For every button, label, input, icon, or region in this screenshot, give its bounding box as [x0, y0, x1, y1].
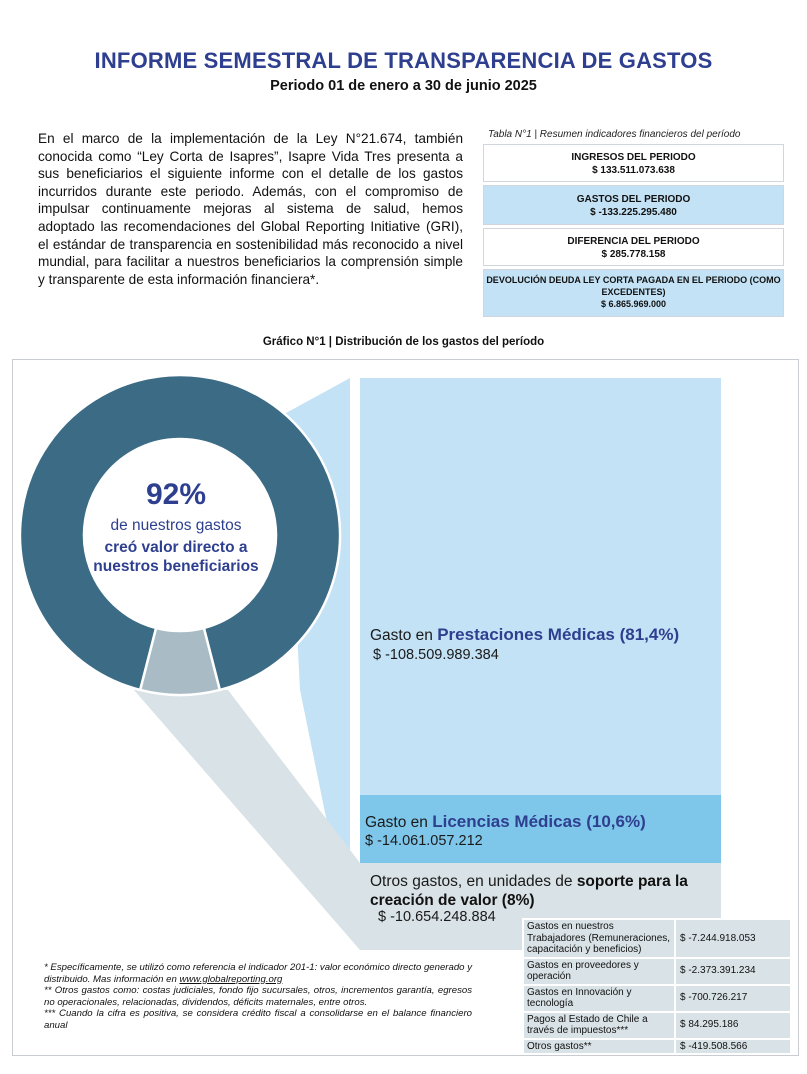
value-otros: $ -10.654.248.884	[378, 909, 496, 925]
summary-value: $ 285.778.158	[601, 249, 666, 260]
page-subtitle: Periodo 01 de enero a 30 de junio 2025	[270, 78, 537, 94]
table-row	[523, 1039, 791, 1055]
center-line1: de nuestros gastos	[110, 517, 242, 534]
summary-label: INGRESOS DEL PERIODO	[571, 152, 696, 163]
detail-label: Gastos en Innovación y tecnología	[523, 985, 675, 1012]
detail-value: $ -7.244.918.053	[675, 919, 791, 958]
detail-value: $ -419.508.566	[675, 1039, 791, 1055]
label-licencias: Gasto en Licencias Médicas (10,6%)	[365, 812, 646, 831]
value-licencias: $ -14.061.057.212	[365, 833, 483, 849]
table-row	[523, 985, 791, 1012]
footnote-1: * Específicamente, se utilizó como referencia el indicador 201-1: valor económico directo generado y distribuido. Mas información en www.globalreporting.org	[44, 962, 472, 985]
summary-label: DEVOLUCIÓN DEUDA LEY CORTA PAGADA EN EL PERIODO (COMO EXCEDENTES)	[486, 275, 781, 297]
donut-hole	[84, 439, 276, 631]
summary-value: $ 133.511.073.638	[592, 165, 675, 176]
summary-value: $ 6.865.969.000	[600, 299, 667, 309]
intro-paragraph: En el marco de la implementación de la Ley N°21.674, también conocida como “Ley Corta de Isapres”, Isapre Vida Tres presenta a sus beneficiarios el siguiente informe con el detalle de los gastos incurridos durante este periodo. Además, con el compromiso de impulsar continuamente mejoras al sistema de salud, hemos adoptado las recomendaciones del Global Reporting Initiative (GRI), el estándar de transparencia en sostenibilidad más reconocido a nivel mundial, para facilitar a nuestros beneficiarios la comprensión simple y transparente de esta información financiera*.	[38, 131, 463, 287]
summary-value: $ -133.225.295.480	[590, 207, 677, 218]
summary-label: DIFERENCIA DEL PERIODO	[567, 236, 700, 247]
detail-value: $ -700.726.217	[675, 985, 791, 1012]
detail-table	[522, 918, 792, 1055]
label-otros: Otros gastos, en unidades de soporte para la creación de valor (8%)	[370, 873, 688, 909]
label-prestaciones: Gasto en Prestaciones Médicas (81,4%)	[370, 625, 680, 644]
detail-label: Gastos en proveedores y operación	[523, 958, 675, 985]
detail-value: $ 84.295.186	[675, 1012, 791, 1039]
center-line2: creó valor directo a nuestros beneficiarios	[93, 539, 259, 575]
detail-label: Gastos en nuestros Trabajadores (Remuneraciones, capacitación y beneficios)	[523, 919, 675, 958]
table-row	[523, 1012, 791, 1039]
gri-link[interactable]: www.globalreporting.org	[179, 973, 283, 985]
center-percent: 92%	[145, 478, 207, 511]
summary-label: GASTOS DEL PERIODO	[576, 194, 691, 205]
detail-label: Otros gastos**	[523, 1039, 675, 1055]
detail-label: Pagos al Estado de Chile a través de impuestos***	[523, 1012, 675, 1039]
detail-value: $ -2.373.391.234	[675, 958, 791, 985]
footnote-2: ** Otros gastos como: costas judiciales, fondo fijo sucursales, otros, incrementos garantía, egresos no operacionales, relacionadas, dividendos, déficits maternales, entre otros.	[44, 985, 472, 1008]
table-row	[523, 958, 791, 985]
page-title: INFORME SEMESTRAL DE TRANSPARENCIA DE GASTOS	[94, 48, 713, 73]
footnote-3: *** Cuando la cifra es positiva, se considera crédito fiscal a consolidarse en el balance financiero anual	[44, 1008, 472, 1031]
table-row	[523, 919, 791, 958]
summary-table-caption: Tabla N°1 | Resumen indicadores financieros del período	[488, 129, 741, 140]
footnotes	[44, 962, 472, 1032]
value-prestaciones: $ -108.509.989.384	[373, 647, 499, 663]
chart-caption: Gráfico N°1 | Distribución de los gastos del período	[262, 336, 545, 348]
